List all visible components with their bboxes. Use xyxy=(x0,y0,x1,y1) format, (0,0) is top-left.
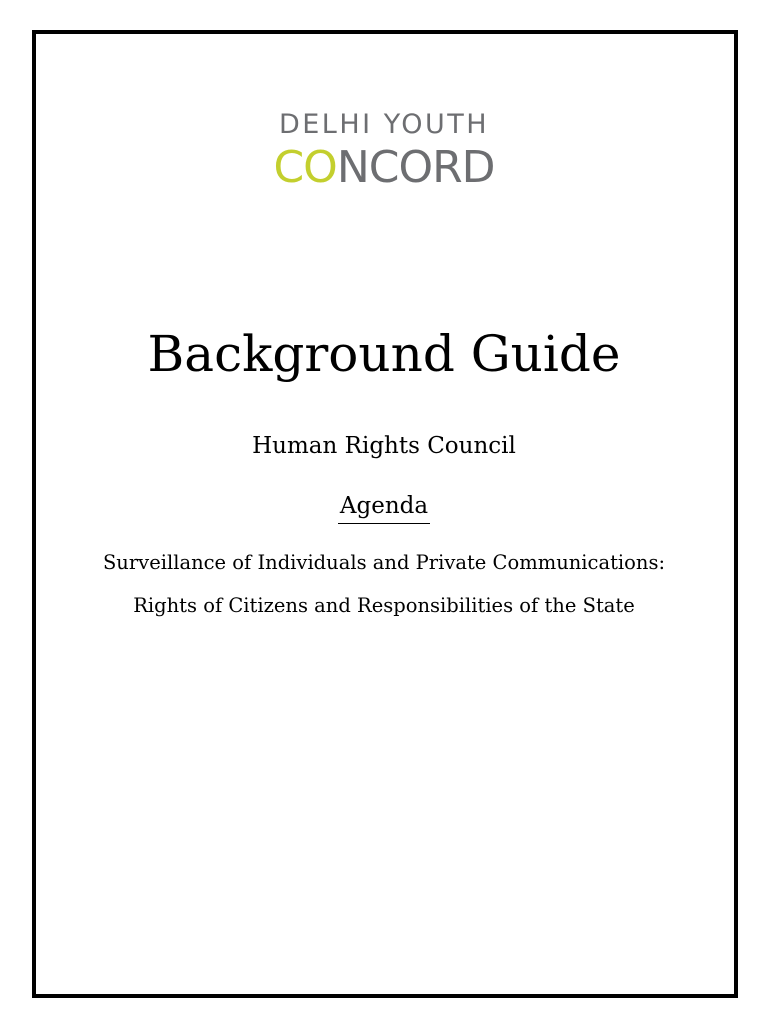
agenda-heading-text: Agenda xyxy=(338,491,430,524)
committee-name: Human Rights Council xyxy=(252,433,516,459)
logo-line-delhi-youth: DELHI YOUTH xyxy=(278,109,490,140)
logo-rest-text: NCORD xyxy=(336,142,495,193)
agenda-line-2: Rights of Citizens and Responsibilities of the State xyxy=(133,594,635,617)
logo-accent-text: CO xyxy=(273,142,337,193)
logo-line-concord xyxy=(0,142,768,194)
document-title: Background Guide xyxy=(147,325,621,383)
agenda-heading xyxy=(0,490,768,524)
agenda-line-1: Surveillance of Individuals and Private Communications: xyxy=(102,551,666,574)
